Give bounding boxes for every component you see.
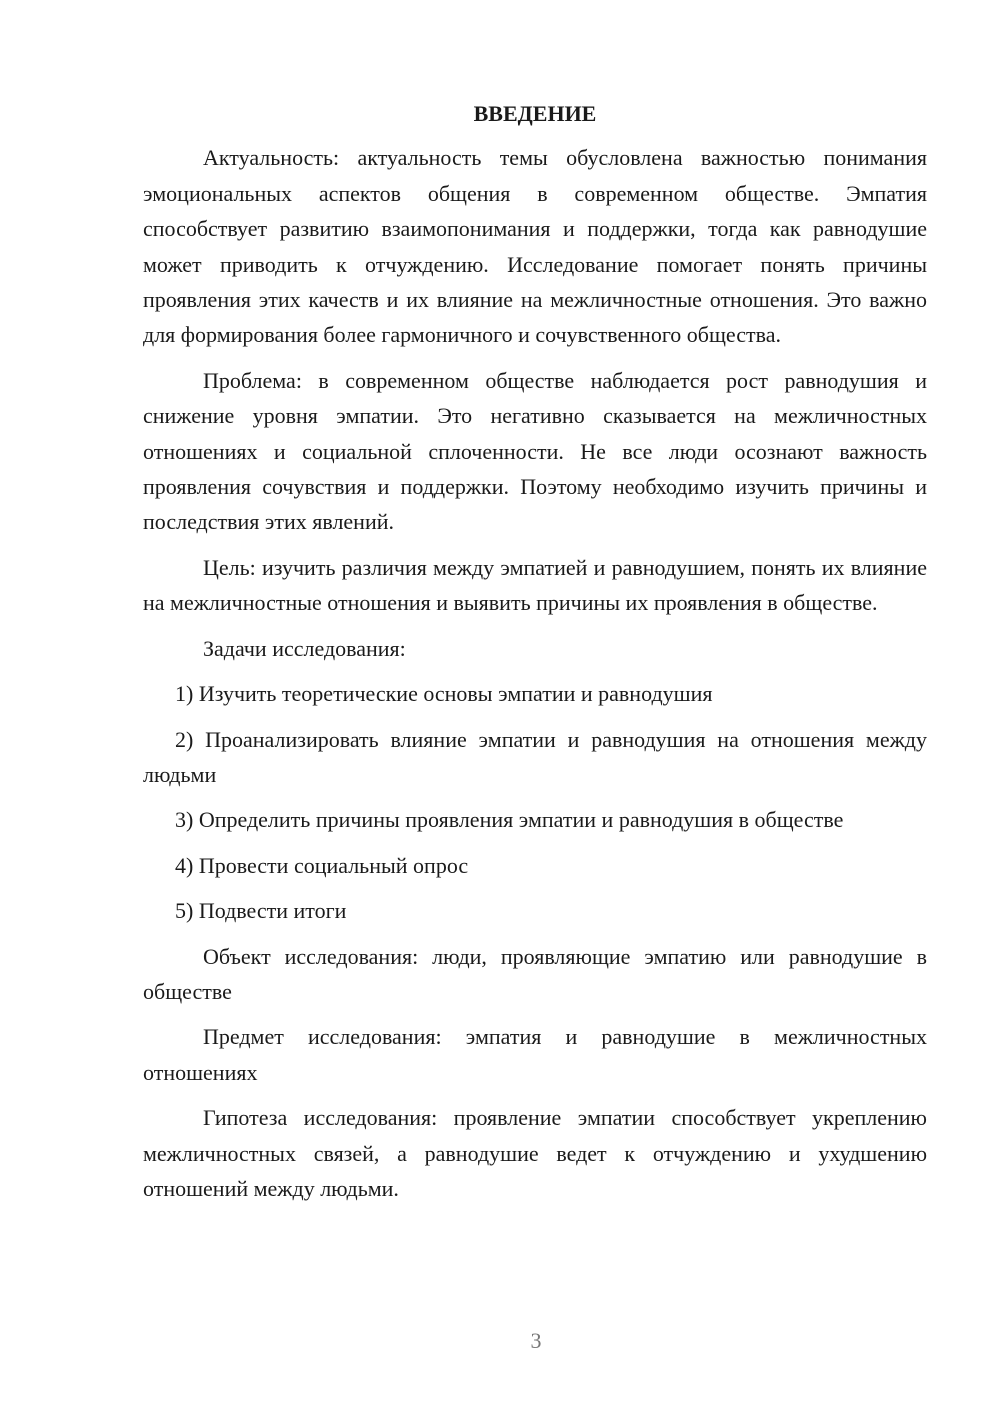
paragraph-subject: Предмет исследования: эмпатия и равнодушие в межличностных отношениях: [143, 1024, 927, 1085]
paragraph-problem: Проблема: в современном обществе наблюдается рост равнодушия и снижение уровня эмпатии. Это негативно сказывается на межличностных отношениях и социальной сплоченности. Не все люди осознают важность проявления сочувствия и поддержки. Поэтому необходимо изучить причины и последствия этих явлений.: [143, 367, 927, 535]
paragraph-hypothesis: Гипотеза исследования: проявление эмпатии способствует укреплению межличностных связей, а равнодушие ведет к отчуждению и ухудшению отношений между людьми.: [143, 1105, 927, 1201]
paragraph-goal: Цель: изучить различия между эмпатией и равнодушием, понять их влияние на межличностные отношения и выявить причины их проявления в обществе.: [143, 554, 927, 616]
page-number: 3: [530, 1328, 542, 1353]
task-item-2: 2) Проанализировать влияние эмпатии и равнодушия на отношения между людьми: [143, 726, 927, 787]
task-item-5: 5) Подвести итоги: [175, 898, 347, 924]
task-item-1: 1) Изучить теоретические основы эмпатии и равнодушия: [175, 681, 713, 707]
section-heading: ВВЕДЕНИЕ: [473, 101, 597, 126]
paragraph-relevance: Актуальность: актуальность темы обусловлена важностью понимания эмоциональных аспектов общения в современном обществе. Эмпатия способствует развитию взаимопонимания и поддержки, тогда как равнодушие может приводить к отчуждению. Исследование помогает понять причины проявления этих качеств и их влияние на межличностные отношения. Это важно для формирования более гармоничного и сочувственного общества.: [143, 145, 927, 348]
document-body: [143, 96, 927, 1216]
paragraph-object: Объект исследования: люди, проявляющие эмпатию или равнодушие в обществе: [143, 943, 927, 1004]
task-item-4: 4) Провести социальный опрос: [175, 852, 469, 878]
paragraph-tasks-label: Задачи исследования:: [203, 635, 406, 661]
task-item-3: 3) Определить причины проявления эмпатии и равнодушия в обществе: [175, 807, 844, 833]
